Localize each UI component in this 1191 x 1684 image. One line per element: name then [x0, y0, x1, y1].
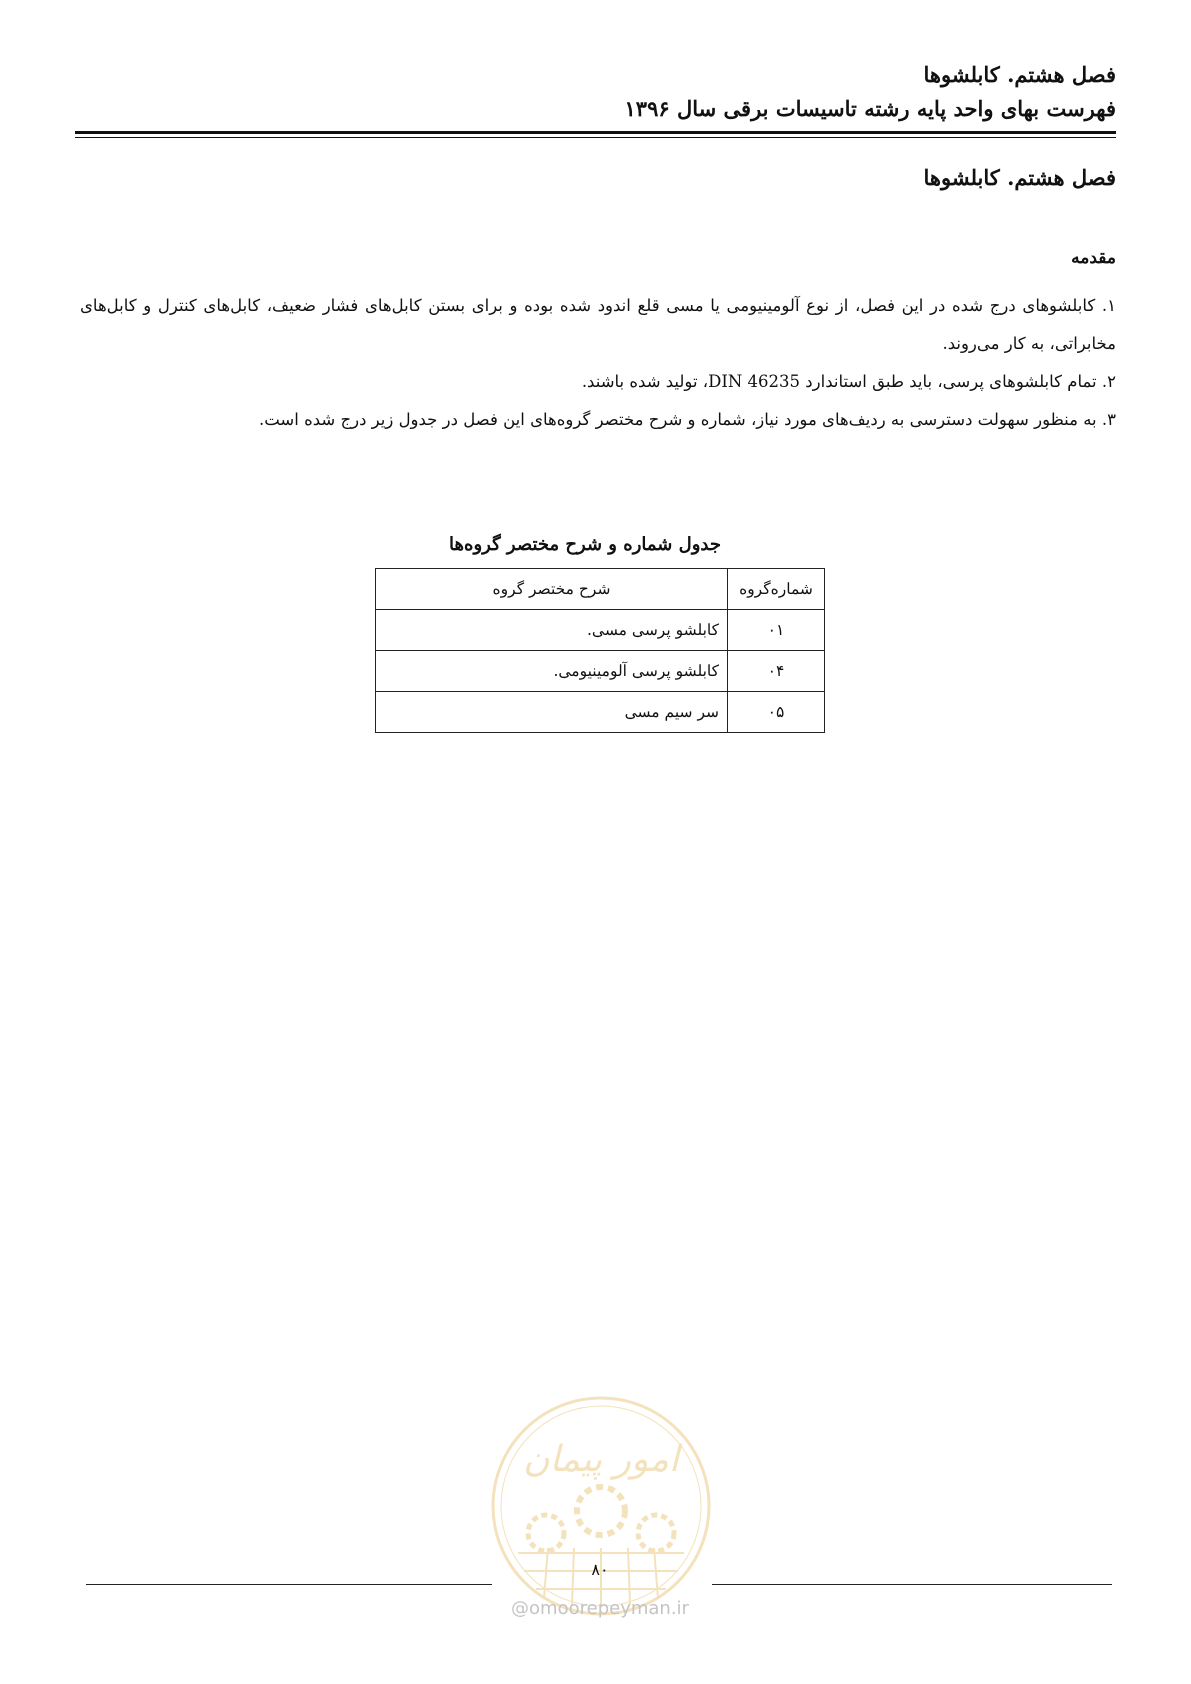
intro-item-1: ۱. کابلشوهای درج شده در این فصل، از نوع آلومینیومی یا مسی قلع اندود شده بوده و برای بستن کابل‌های فشار ضعیف، کابل‌های کنترل و کابل‌های مخابراتی، به کار می‌روند.: [80, 296, 1116, 353]
footer-rule-right: [712, 1584, 1112, 1585]
intro-item-3: ۳. به منظور سهولت دسترسی به ردیف‌های مورد نیاز، شماره و شرح مختصر گروه‌های این فصل در جدول زیر درج شده است.: [258, 410, 1116, 429]
table-row: [376, 610, 825, 651]
header-rule-thick: [75, 131, 1116, 134]
header-subtitle: فهرست بهای واحد پایه رشته تاسیسات برقی سال ۱۳۹۶: [624, 96, 1116, 121]
header-chapter: فصل هشتم. کابلشوها: [923, 62, 1116, 87]
intro-item-2: ۲. تمام کابلشوهای پرسی، باید طبق استاندارد DIN 46235، تولید شده باشند.: [581, 372, 1116, 391]
groups-table: [375, 568, 825, 733]
group-number-cell: ۰۴: [728, 651, 825, 692]
chapter-title: فصل هشتم. کابلشوها: [923, 165, 1116, 190]
table-row: [376, 692, 825, 733]
table-row: [376, 651, 825, 692]
watermark-logo-icon: [488, 1393, 714, 1619]
watermark-site-text: @omoorepeyman.ir: [511, 1598, 689, 1619]
page-header: [76, 58, 1116, 126]
group-number-cell: ۰۱: [728, 610, 825, 651]
intro-heading: مقدمه: [1071, 248, 1116, 268]
header-rule-thin: [75, 137, 1116, 138]
page-number: ۸۰: [591, 1560, 609, 1579]
group-number-cell: ۰۵: [728, 692, 825, 733]
table-header-row: [376, 569, 825, 610]
watermark-logo-text: امور پیمان: [523, 1439, 679, 1480]
header-group-number: شماره‌گروه: [728, 569, 825, 610]
table-caption: جدول شماره و شرح مختصر گروه‌ها: [449, 534, 721, 555]
header-description: شرح مختصر گروه: [376, 569, 728, 610]
group-description-cell: کابلشو پرسی آلومینیومی.: [376, 651, 728, 692]
group-description-cell: سر سیم مسی: [376, 692, 728, 733]
footer-rule-left: [86, 1584, 492, 1585]
intro-list: [80, 287, 1116, 439]
group-description-cell: کابلشو پرسی مسی.: [376, 610, 728, 651]
